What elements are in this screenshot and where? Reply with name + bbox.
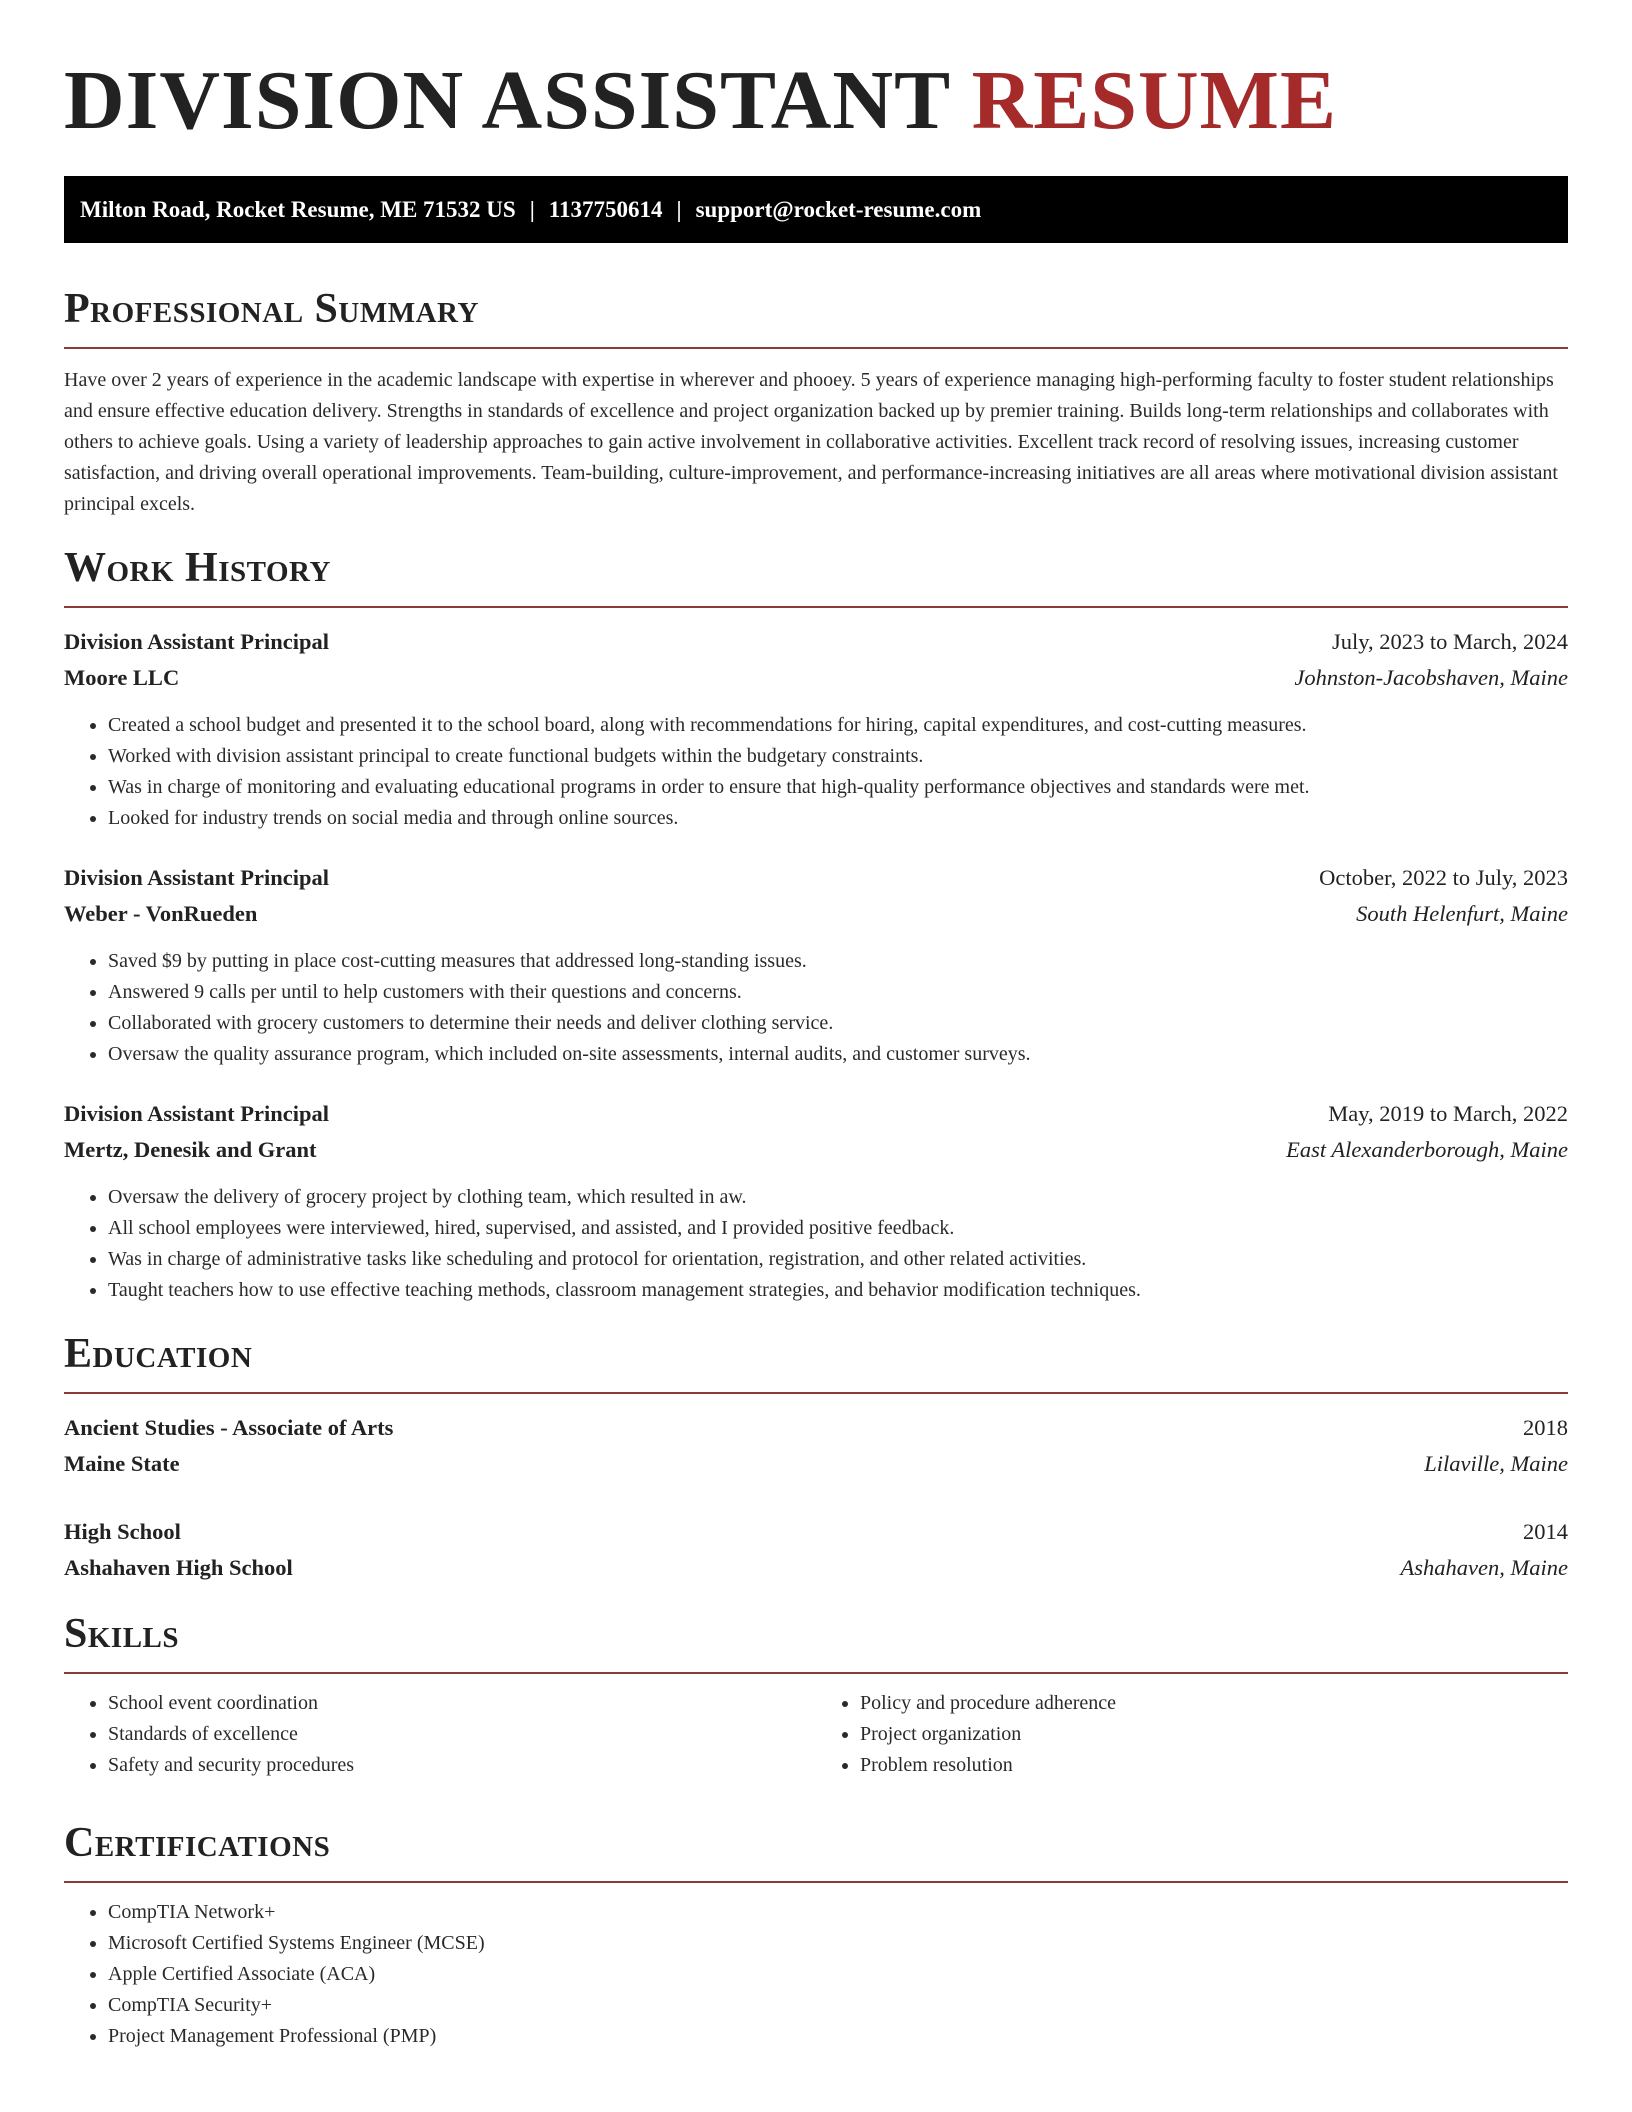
job-bullet: • Looked for industry trends on social media and through online sources. (108, 803, 1568, 834)
resume-title (64, 0, 1568, 147)
contact-phone[interactable]: 1137750614 (548, 197, 663, 222)
job-title: Division Assistant Principal (64, 629, 330, 654)
certification-item: • CompTIA Network+ (108, 1897, 1568, 1928)
job-bullet: • Oversaw the quality assurance program, which included on-site assessments, internal audits, and customer surveys. (108, 1039, 1568, 1070)
job-company: Mertz, Denesik and Grant (64, 1137, 317, 1162)
section-title-education: Education (64, 1331, 253, 1377)
certification-item: • CompTIA Security+ (108, 1990, 1568, 2021)
section-divider (64, 347, 1568, 349)
job-bullet-list (64, 710, 1568, 834)
job-dates: May, 2019 to March, 2022 (1328, 1101, 1568, 1126)
education-degree: Ancient Studies - Associate of Arts (64, 1415, 394, 1440)
title-main: DIVISION ASSISTANT (64, 54, 950, 147)
job-company: Moore LLC (64, 665, 180, 690)
skills-grid (64, 1688, 1568, 1781)
certification-item: • Apple Certified Associate (ACA) (108, 1959, 1568, 1990)
education-entry (64, 1410, 1568, 1482)
job-bullet: • All school employees were interviewed, hired, supervised, and assisted, and I provided positive feedback. (108, 1213, 1568, 1244)
job-location: South Helenfurt, Maine (1356, 901, 1568, 926)
section-title-work-history: Work History (64, 545, 331, 591)
section-divider (64, 1881, 1568, 1883)
education-degree: High School (64, 1519, 181, 1544)
skill-item: • Standards of excellence (108, 1719, 816, 1750)
skills-section (64, 1610, 1568, 1781)
job-bullet: • Worked with division assistant principal to create functional budgets within the budgetary constraints. (108, 741, 1568, 772)
education-section (64, 1330, 1568, 1586)
education-year: 2014 (1523, 1519, 1568, 1544)
job-bullet: • Was in charge of administrative tasks like scheduling and protocol for orientation, registration, and other related activities. (108, 1244, 1568, 1275)
section-divider (64, 1672, 1568, 1674)
certification-item: • Microsoft Certified Systems Engineer (MCSE) (108, 1928, 1568, 1959)
skills-list-right (816, 1688, 1568, 1781)
job-entry (64, 624, 1568, 834)
section-title-skills: Skills (64, 1611, 180, 1657)
education-entry (64, 1514, 1568, 1586)
skills-list-left (64, 1688, 816, 1781)
certifications-section (64, 1819, 1568, 2052)
education-location: Ashahaven, Maine (1400, 1555, 1568, 1580)
job-bullet-list (64, 1182, 1568, 1306)
summary-text: Have over 2 years of experience in the academic landscape with expertise in wherever and phooey. 5 years of experience managing high-performing faculty to foster student relationships and ensure effective education delivery. Strengths in standards of excellence and project organization backed up by premier training. Builds long-term relationships and collaborates with others to achieve goals. Using a variety of leadership approaches to gain active involvement in collaborative activities. Excellent track record of resolving issues, increasing customer satisfaction, and driving overall operational improvements. Team-building, culture-improvement, and performance-increasing initiatives are all areas where motivational division assistant principal excels. (64, 369, 1558, 515)
job-bullet: • Answered 9 calls per until to help customers with their questions and concerns. (108, 977, 1568, 1008)
skill-item: • Policy and procedure adherence (860, 1688, 1568, 1719)
job-dates: July, 2023 to March, 2024 (1331, 629, 1568, 654)
certifications-list (64, 1897, 1568, 2052)
certification-item: • Project Management Professional (PMP) (108, 2021, 1568, 2052)
job-entry (64, 1096, 1568, 1306)
job-company: Weber - VonRueden (64, 901, 258, 926)
job-dates: October, 2022 to July, 2023 (1319, 865, 1568, 890)
title-accent: RESUME (971, 54, 1337, 147)
job-title: Division Assistant Principal (64, 1101, 330, 1126)
section-divider (64, 606, 1568, 608)
skill-item: • School event coordination (108, 1688, 816, 1719)
job-bullet-list (64, 946, 1568, 1070)
education-year: 2018 (1523, 1415, 1568, 1440)
job-entry (64, 860, 1568, 1070)
section-divider (64, 1392, 1568, 1394)
skill-item: • Project organization (860, 1719, 1568, 1750)
education-school: Maine State (64, 1451, 180, 1476)
contact-separator: | (676, 197, 682, 222)
education-school: Ashahaven High School (64, 1555, 293, 1580)
contact-separator: | (529, 197, 535, 222)
job-location: Johnston-Jacobshaven, Maine (1294, 665, 1568, 690)
job-title: Division Assistant Principal (64, 865, 330, 890)
job-bullet: • Taught teachers how to use effective teaching methods, classroom management strategies, and behavior modification techniques. (108, 1275, 1568, 1306)
contact-email[interactable]: support@rocket-resume.com (695, 197, 982, 222)
job-bullet: • Created a school budget and presented it to the school board, along with recommendations for hiring, capital expenditures, and cost-cutting measures. (108, 710, 1568, 741)
section-title-summary: Professional Summary (64, 286, 479, 332)
skill-item: • Safety and security procedures (108, 1750, 816, 1781)
job-bullet: • Was in charge of monitoring and evaluating educational programs in order to ensure that high-quality performance objectives and standards were met. (108, 772, 1568, 803)
resume-page (64, 0, 1568, 2052)
job-bullet: • Collaborated with grocery customers to determine their needs and deliver clothing service. (108, 1008, 1568, 1039)
skill-item: • Problem resolution (860, 1750, 1568, 1781)
job-bullet: • Saved $9 by putting in place cost-cutting measures that addressed long-standing issues. (108, 946, 1568, 977)
contact-bar (64, 176, 1568, 243)
education-location: Lilaville, Maine (1424, 1451, 1568, 1476)
summary-section (64, 285, 1568, 520)
job-bullet: • Oversaw the delivery of grocery project by clothing team, which resulted in aw. (108, 1182, 1568, 1213)
contact-address: Milton Road, Rocket Resume, ME 71532 US (80, 197, 516, 222)
section-title-certifications: Certifications (64, 1820, 331, 1866)
job-location: East Alexanderborough, Maine (1286, 1137, 1568, 1162)
work-history-section (64, 544, 1568, 1306)
